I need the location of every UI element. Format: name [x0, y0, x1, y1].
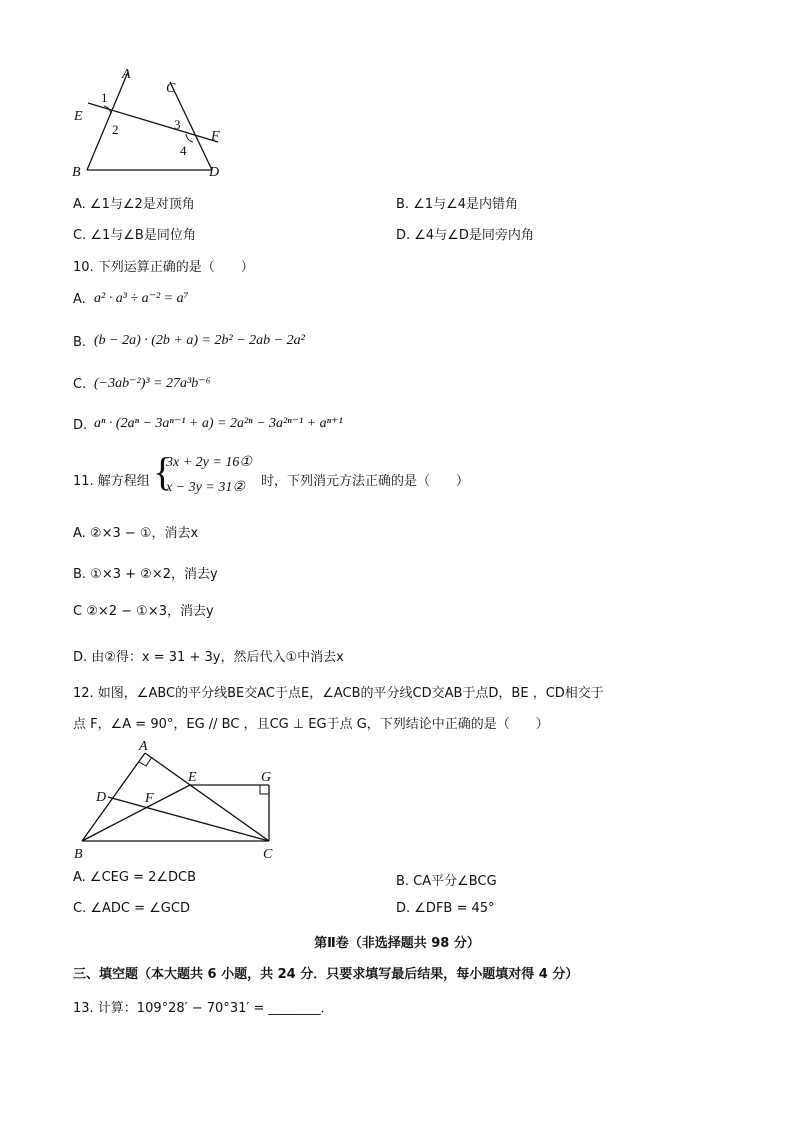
- label-C: C: [263, 847, 273, 862]
- q9-option-a: A. ∠1与∠2是对顶角: [73, 197, 195, 212]
- segment-ac: [145, 753, 272, 841]
- label-C: C: [166, 81, 176, 96]
- q11-option-b: B. ①×3 + ②×2，消去y: [73, 567, 218, 582]
- right-angle-mark-g: [260, 785, 269, 794]
- segment-cd: [108, 797, 269, 841]
- label-D: D: [96, 790, 107, 805]
- q11-stem-prefix: 11. 解方程组: [73, 474, 150, 489]
- figure-transversal: [60, 60, 240, 185]
- angle-arc-3: [186, 134, 193, 142]
- q11-equation-2: x − 3y = 31②: [166, 480, 245, 495]
- q12-option-a: A. ∠CEG = 2∠DCB: [73, 870, 197, 885]
- label-E: E: [188, 770, 197, 785]
- q10-option-d-label: D.: [73, 418, 88, 433]
- label-B: B: [74, 847, 83, 862]
- label-angle-3: 3: [174, 117, 181, 132]
- q13-stem: 13. 计算：109°28′ − 70°31′ = ________．: [73, 1001, 334, 1016]
- segment-ab: [82, 753, 145, 841]
- q10-option-d-expr: aⁿ · (2aⁿ − 3aⁿ⁻¹ + a) = 2a²ⁿ − 3a²ⁿ⁻¹ + aⁿ⁺¹: [94, 416, 343, 431]
- q10-option-b-expr: (b − 2a) · (2b + a) = 2b² − 2ab − 2a²: [94, 333, 305, 348]
- angle-arc-1: [104, 106, 111, 114]
- label-B: B: [72, 165, 81, 180]
- label-angle-1: 1: [101, 90, 108, 105]
- label-A: A: [139, 739, 148, 754]
- section-3-heading: 三、填空题（本大题共 6 小题，共 24 分．只要求填写最后结果，每小题填对得 4 分）: [73, 967, 579, 982]
- label-F: F: [145, 791, 154, 806]
- q9-option-c: C. ∠1与∠B是同位角: [73, 228, 196, 243]
- label-F: F: [211, 129, 220, 144]
- q10-option-c-expr: (−3ab⁻²)³ = 27a³b⁻⁶: [94, 376, 211, 391]
- q12-stem-line-2: 点 F，∠A = 90°，EG // BC ，且CG ⊥ EG于点 G，下列结论中正确的是（ ）: [73, 717, 549, 732]
- q9-option-d: D. ∠4与∠D是同旁内角: [396, 228, 534, 243]
- line-ab: [87, 72, 128, 170]
- q10-option-b-label: B.: [73, 335, 87, 350]
- equation-brace: {: [153, 449, 173, 494]
- q10-option-c-label: C.: [73, 377, 87, 392]
- figure-triangle-bisectors: [66, 735, 286, 863]
- part-2-title: 第Ⅱ卷（非选择题共 98 分）: [314, 936, 480, 951]
- q12-option-b: B. CA平分∠BCG: [396, 874, 497, 889]
- q9-option-b: B. ∠1与∠4是内错角: [396, 197, 519, 212]
- q11-stem-suffix: 时，下列消元方法正确的是（ ）: [261, 474, 470, 489]
- q12-option-d: D. ∠DFB = 45°: [396, 901, 495, 916]
- q12-stem-line-1: 12. 如图，∠ABC的平分线BE交AC于点E，∠ACB的平分线CD交AB于点D，BE ，CD相交于: [73, 686, 604, 701]
- q11-option-a: A. ②×3 − ①，消去x: [73, 526, 199, 541]
- label-angle-4: 4: [180, 143, 187, 158]
- label-D: D: [209, 165, 220, 180]
- label-E: E: [74, 109, 83, 124]
- q11-option-d: D. 由②得：x = 31 + 3y，然后代入①中消去x: [73, 650, 344, 665]
- q10-option-a-label: A.: [73, 292, 86, 307]
- label-angle-2: 2: [112, 122, 119, 137]
- label-A: A: [122, 67, 131, 82]
- label-G: G: [261, 770, 272, 785]
- q11-equation-1: 3x + 2y = 16①: [166, 455, 252, 470]
- q11-option-c: C ②×2 − ①×3，消去y: [73, 604, 214, 619]
- q10-stem: 10. 下列运算正确的是（ ）: [73, 260, 254, 275]
- q12-option-c: C. ∠ADC = ∠GCD: [73, 901, 190, 916]
- q10-option-a-expr: a² · a³ ÷ a⁻² = a⁷: [94, 291, 189, 306]
